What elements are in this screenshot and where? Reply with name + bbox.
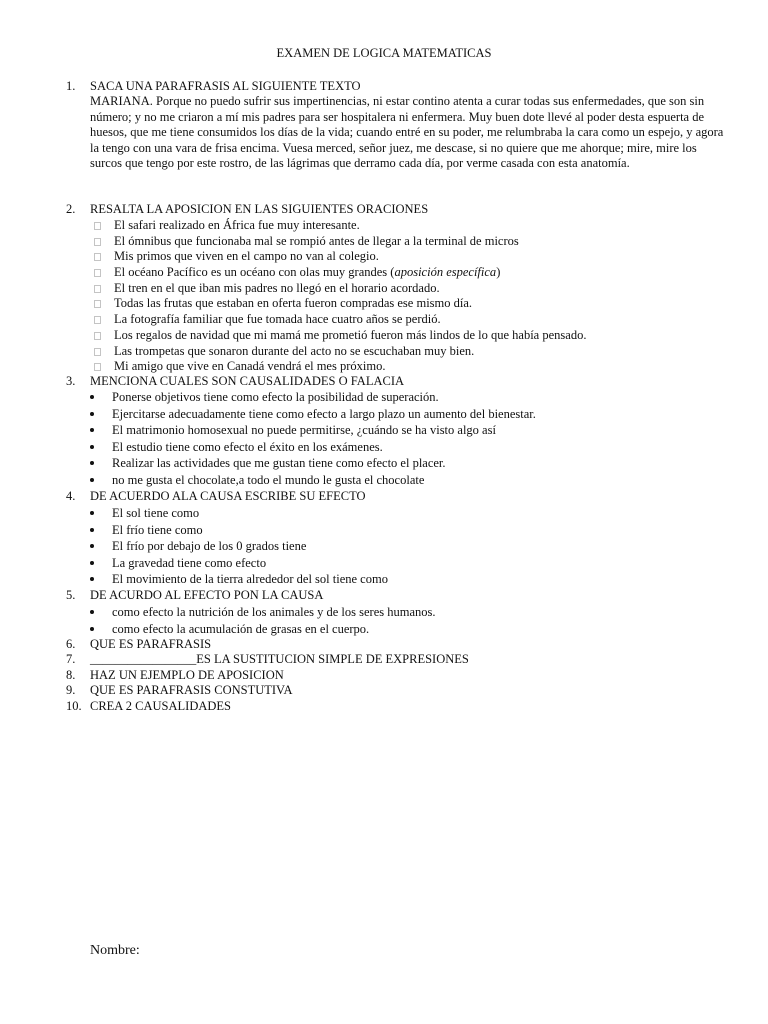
list-item: Todas las frutas que estaban en oferta fueron compradas ese mismo día. bbox=[114, 296, 586, 312]
bullet-icon bbox=[90, 511, 94, 515]
list-item: El océano Pacífico es un océano con olas muy grandes (aposición específica) bbox=[114, 265, 586, 281]
question-8 bbox=[66, 668, 726, 684]
list-item: Mi amigo que vive en Canadá vendrá el mes próximo. bbox=[114, 359, 586, 375]
question-4 bbox=[66, 489, 726, 505]
bullet-icon bbox=[90, 461, 94, 465]
question-number: 9. bbox=[66, 683, 76, 697]
question-text: _________________ES LA SUSTITUCION SIMPLE DE EXPRESIONES bbox=[90, 652, 469, 666]
bullet-icon bbox=[90, 428, 94, 432]
effect-cause-list bbox=[112, 604, 436, 637]
list-item: El tren en el que iban mis padres no llegó en el horario acordado. bbox=[114, 281, 586, 297]
question-text: QUE ES PARAFRASIS bbox=[90, 637, 212, 651]
list-item: El matrimonio homosexual no puede permitirse, ¿cuándo se ha visto algo así bbox=[112, 422, 536, 439]
bullet-icon bbox=[90, 412, 94, 416]
apposition-sentence-list bbox=[114, 218, 586, 375]
list-item: Los regalos de navidad que mi mamá me prometió fueron más lindos de lo que había pensado. bbox=[114, 328, 586, 344]
list-item: como efecto la acumulación de grasas en el cuerpo. bbox=[112, 621, 436, 638]
list-item: como efecto la nutrición de los animales y de los seres humanos. bbox=[112, 604, 436, 621]
bullet-icon bbox=[90, 627, 94, 631]
checkbox-placeholder-icon bbox=[94, 253, 101, 261]
bullet-icon bbox=[90, 478, 94, 482]
exam-title: EXAMEN DE LOGICA MATEMATICAS bbox=[276, 46, 492, 60]
list-item: El sol tiene como bbox=[112, 505, 388, 522]
bullet-icon bbox=[90, 445, 94, 449]
question-text: CREA 2 CAUSALIDADES bbox=[90, 699, 231, 713]
bullet-icon bbox=[90, 395, 94, 399]
question-2 bbox=[66, 202, 726, 218]
question-number: 6. bbox=[66, 637, 76, 651]
checkbox-placeholder-icon bbox=[94, 363, 101, 371]
bullet-icon bbox=[90, 528, 94, 532]
question-number: 7. bbox=[66, 652, 76, 666]
bullet-icon bbox=[90, 544, 94, 548]
question-text: SACA UNA PARAFRASIS AL SIGUIENTE TEXTO bbox=[90, 79, 361, 93]
name-label: Nombre: bbox=[90, 943, 140, 958]
question-text: DE ACURDO AL EFECTO PON LA CAUSA bbox=[90, 588, 324, 602]
question-number: 2. bbox=[66, 202, 76, 216]
bullet-icon bbox=[90, 577, 94, 581]
list-item: El frío por debajo de los 0 grados tiene bbox=[112, 538, 388, 555]
question-1 bbox=[66, 79, 726, 95]
list-item: El movimiento de la tierra alrededor del sol tiene como bbox=[112, 571, 388, 588]
bullet-icon bbox=[90, 561, 94, 565]
list-item: Las trompetas que sonaron durante del acto no se escuchaban muy bien. bbox=[114, 344, 586, 360]
question-10 bbox=[66, 699, 726, 715]
question-text: RESALTA LA APOSICION EN LAS SIGUIENTES ORACIONES bbox=[90, 202, 429, 216]
checkbox-placeholder-icon bbox=[94, 348, 101, 356]
list-item: El estudio tiene como efecto el éxito en los exámenes. bbox=[112, 439, 536, 456]
question-1-paragraph: MARIANA. Porque no puedo sufrir sus impertinencias, ni estar contino atenta a curar todas sus enfermedades, que son sin número; y no me criaron a mí mis padres para ser hospitalera ni enfermera. Muy buen dote llevé al poder desta espuerta de huesos, que me tiene consumidos los días de la vida; cuando entré en su poder, me relumbraba la cara como un espejo, y agora la tengo con una vara de frisa encima. Vuesa merced, señor juez, me descase, si no quiere que me ahorque; mire, mire los surcos que tengo por este rostro, de las lágrimas que derramo cada día, por verme casada con esta anatomía. bbox=[90, 94, 724, 170]
list-item: La fotografía familiar que fue tomada hace cuatro años se perdió. bbox=[114, 312, 586, 328]
bullet-icon bbox=[90, 610, 94, 614]
question-3 bbox=[66, 374, 726, 390]
list-item: La gravedad tiene como efecto bbox=[112, 555, 388, 572]
list-item: El frío tiene como bbox=[112, 522, 388, 539]
checkbox-placeholder-icon bbox=[94, 300, 101, 308]
question-7 bbox=[66, 652, 726, 668]
question-number: 10. bbox=[66, 699, 82, 713]
list-item: Realizar las actividades que me gustan tiene como efecto el placer. bbox=[112, 455, 536, 472]
question-text: DE ACUERDO ALA CAUSA ESCRIBE SU EFECTO bbox=[90, 489, 366, 503]
checkbox-placeholder-icon bbox=[94, 269, 101, 277]
checkbox-placeholder-icon bbox=[94, 316, 101, 324]
list-item: Ejercitarse adecuadamente tiene como efecto a largo plazo un aumento del bienestar. bbox=[112, 406, 536, 423]
question-9 bbox=[66, 683, 726, 699]
list-item: El safari realizado en África fue muy interesante. bbox=[114, 218, 586, 234]
question-number: 1. bbox=[66, 79, 76, 93]
question-number: 8. bbox=[66, 668, 76, 682]
cause-effect-list bbox=[112, 505, 388, 588]
checkbox-placeholder-icon bbox=[94, 332, 101, 340]
checkbox-placeholder-icon bbox=[94, 238, 101, 246]
question-text: MENCIONA CUALES SON CAUSALIDADES O FALACIA bbox=[90, 374, 405, 388]
question-number: 3. bbox=[66, 374, 76, 388]
question-5 bbox=[66, 588, 726, 604]
question-text: HAZ UN EJEMPLO DE APOSICION bbox=[90, 668, 284, 682]
checkbox-placeholder-icon bbox=[94, 285, 101, 293]
checkbox-placeholder-icon bbox=[94, 222, 101, 230]
list-item: El ómnibus que funcionaba mal se rompió antes de llegar a la terminal de micros bbox=[114, 234, 586, 250]
list-item: Ponerse objetivos tiene como efecto la posibilidad de superación. bbox=[112, 389, 536, 406]
list-item: Mis primos que viven en el campo no van al colegio. bbox=[114, 249, 586, 265]
causality-list bbox=[112, 389, 536, 489]
question-number: 4. bbox=[66, 489, 76, 503]
list-item: no me gusta el chocolate,a todo el mundo le gusta el chocolate bbox=[112, 472, 536, 489]
italic-note: aposición específica bbox=[394, 265, 497, 280]
question-number: 5. bbox=[66, 588, 76, 602]
question-6 bbox=[66, 637, 726, 653]
question-text: QUE ES PARAFRASIS CONSTUTIVA bbox=[90, 683, 293, 697]
